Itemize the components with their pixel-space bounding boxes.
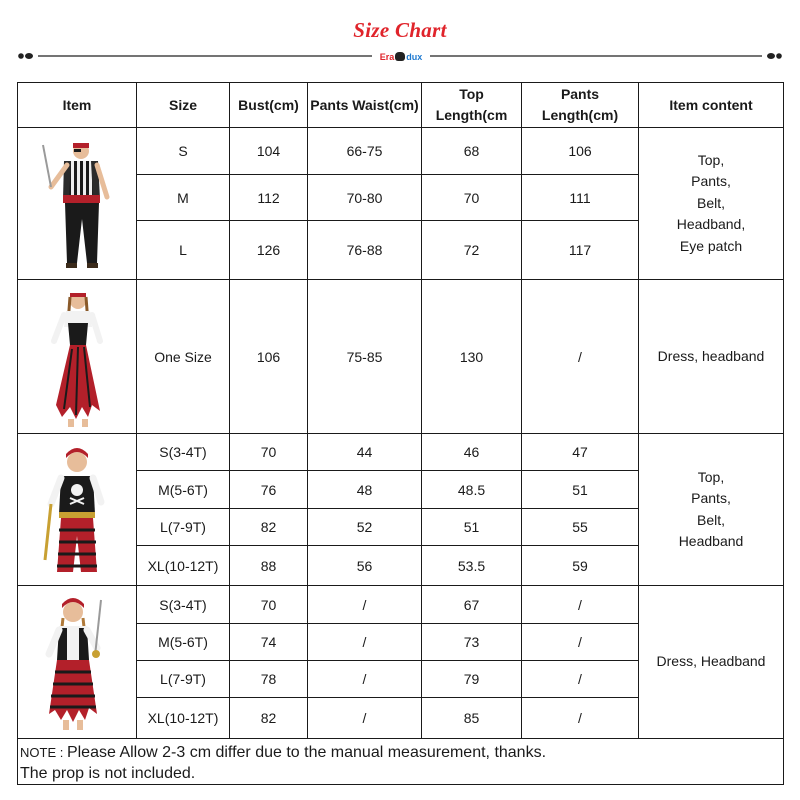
- bust-cell: 74: [230, 624, 308, 661]
- item-image-cell: [18, 128, 137, 280]
- pants-length-cell: 117: [522, 221, 639, 280]
- pants-length-cell: 106: [522, 128, 639, 175]
- top-length-cell: 67: [422, 586, 522, 624]
- size-cell: S: [137, 128, 230, 175]
- pants-waist-cell: 70-80: [308, 175, 422, 221]
- header-bust: Bust(cm): [230, 83, 308, 128]
- pants-length-cell: 59: [522, 546, 639, 586]
- pants-waist-cell: 66-75: [308, 128, 422, 175]
- pants-length-cell: 55: [522, 509, 639, 546]
- page-title: Size Chart: [353, 18, 447, 42]
- brand-logo: Era dux: [372, 50, 430, 64]
- top-length-cell: 68: [422, 128, 522, 175]
- cat-logo-icon: [395, 52, 405, 61]
- header-pants-length: Pants Length(cm): [522, 83, 639, 128]
- size-cell: One Size: [137, 280, 230, 434]
- size-chart-table: [17, 82, 784, 785]
- pants-waist-cell: 48: [308, 471, 422, 509]
- size-cell: L: [137, 221, 230, 280]
- pants-waist-cell: 76-88: [308, 221, 422, 280]
- bust-cell: 82: [230, 698, 308, 739]
- note-cell: [18, 739, 784, 785]
- note-prefix: NOTE :: [20, 745, 67, 760]
- header-row: [18, 83, 784, 128]
- note-row: [18, 739, 784, 785]
- bust-cell: 76: [230, 471, 308, 509]
- size-cell: L(7-9T): [137, 661, 230, 698]
- girl-pirate-dress-image: [39, 590, 115, 734]
- boy-pirate-costume-image: [39, 440, 115, 580]
- size-cell: L(7-9T): [137, 509, 230, 546]
- size-cell: M(5-6T): [137, 471, 230, 509]
- bust-cell: 126: [230, 221, 308, 280]
- header-pants-waist: Pants Waist(cm): [308, 83, 422, 128]
- item-content-cell: Dress, Headband: [639, 586, 784, 739]
- item-content-cell: Top, Pants, Belt, Headband: [639, 434, 784, 586]
- size-cell: M(5-6T): [137, 624, 230, 661]
- size-cell: XL(10-12T): [137, 546, 230, 586]
- pants-waist-cell: 56: [308, 546, 422, 586]
- top-length-cell: 48.5: [422, 471, 522, 509]
- table-row: [18, 586, 784, 624]
- pants-waist-cell: /: [308, 586, 422, 624]
- top-length-cell: 85: [422, 698, 522, 739]
- item-content-cell: Top, Pants, Belt, Headband, Eye patch: [639, 128, 784, 280]
- pants-waist-cell: /: [308, 624, 422, 661]
- pants-length-cell: 51: [522, 471, 639, 509]
- size-cell: XL(10-12T): [137, 698, 230, 739]
- bust-cell: 70: [230, 586, 308, 624]
- top-length-cell: 53.5: [422, 546, 522, 586]
- note-line-2: The prop is not included.: [20, 765, 196, 782]
- table-row: [18, 434, 784, 471]
- top-length-cell: 79: [422, 661, 522, 698]
- note-line-1: Please Allow 2-3 cm differ due to the manual measurement, thanks.: [66, 744, 547, 761]
- size-cell: S(3-4T): [137, 586, 230, 624]
- pants-waist-cell: 52: [308, 509, 422, 546]
- pants-length-cell: /: [522, 698, 639, 739]
- pants-length-cell: 47: [522, 434, 639, 471]
- item-image-cell: [18, 434, 137, 586]
- top-length-cell: 130: [422, 280, 522, 434]
- bust-cell: 106: [230, 280, 308, 434]
- top-length-cell: 70: [422, 175, 522, 221]
- bust-cell: 104: [230, 128, 308, 175]
- header-top-length: Top Length(cm: [422, 83, 522, 128]
- item-image-cell: [18, 280, 137, 434]
- bust-cell: 112: [230, 175, 308, 221]
- pants-waist-cell: 75-85: [308, 280, 422, 434]
- header-item: Item: [18, 83, 137, 128]
- pants-length-cell: /: [522, 586, 639, 624]
- bust-cell: 70: [230, 434, 308, 471]
- bust-cell: 88: [230, 546, 308, 586]
- top-length-cell: 73: [422, 624, 522, 661]
- pants-length-cell: 111: [522, 175, 639, 221]
- pants-length-cell: /: [522, 661, 639, 698]
- bust-cell: 78: [230, 661, 308, 698]
- adult-female-pirate-dress-image: [42, 283, 112, 431]
- header-item-content: Item content: [639, 83, 784, 128]
- size-cell: S(3-4T): [137, 434, 230, 471]
- pants-waist-cell: /: [308, 698, 422, 739]
- top-length-cell: 51: [422, 509, 522, 546]
- top-length-cell: 46: [422, 434, 522, 471]
- header-size: Size: [137, 83, 230, 128]
- size-cell: M: [137, 175, 230, 221]
- pants-length-cell: /: [522, 624, 639, 661]
- adult-male-pirate-costume-image: [37, 135, 117, 273]
- pants-waist-cell: /: [308, 661, 422, 698]
- pants-waist-cell: 44: [308, 434, 422, 471]
- top-length-cell: 72: [422, 221, 522, 280]
- table-row: [18, 280, 784, 434]
- item-content-cell: Dress, headband: [639, 280, 784, 434]
- table-row: [18, 128, 784, 175]
- bust-cell: 82: [230, 509, 308, 546]
- pants-length-cell: /: [522, 280, 639, 434]
- item-image-cell: [18, 586, 137, 739]
